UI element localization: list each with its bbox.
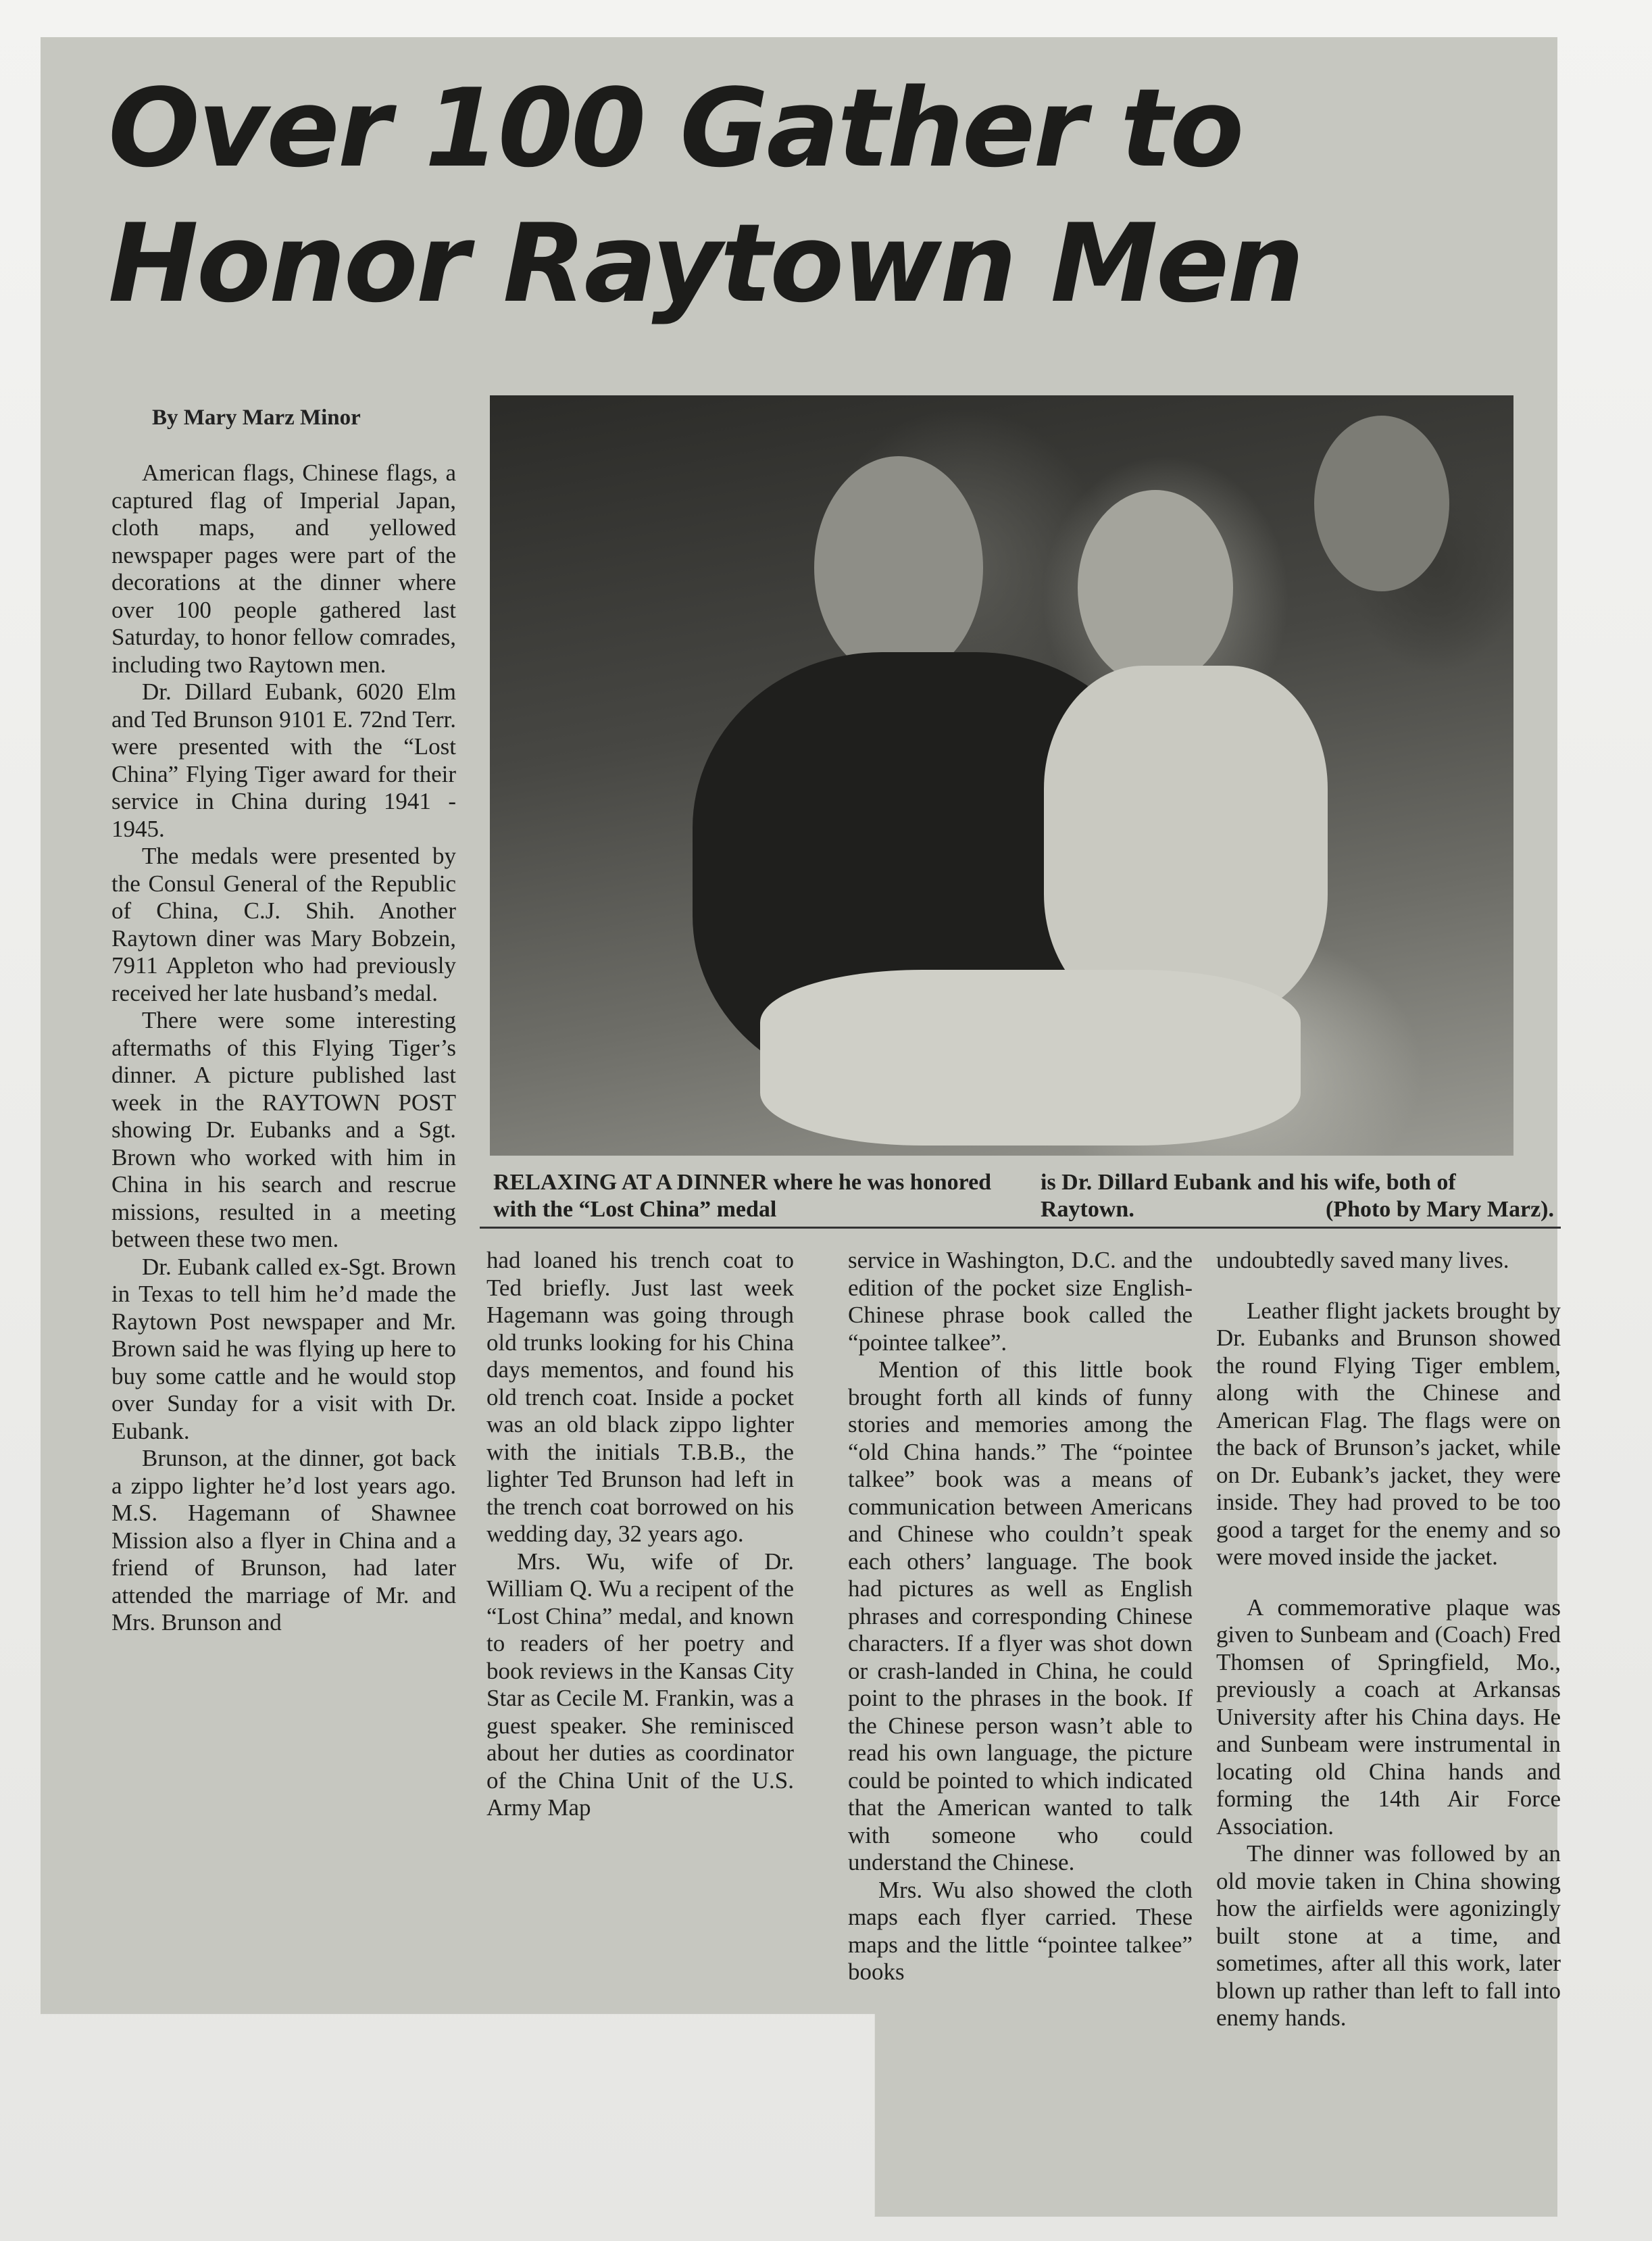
photo-woman-head (1078, 490, 1233, 686)
photo-man-right-head (1314, 416, 1449, 591)
paragraph: Mention of this little book brought forth all kinds of funny stories and memories among the “old China hands.” The “pointee talkee” book was a means of communication between Americans and Chinese who couldn’t speak each others’ language. The book had pictures as well as English phrases and corresponding Chinese characters. If a flyer was shot down or crash-landed in China, he could point to the phrases in the book. If the Chinese person wasn’t able to read his own language, the picture could be pointed to which indicated that the American wanted to talk with someone who could understand the Chinese. (848, 1356, 1193, 1875)
dinner-photo (490, 395, 1513, 1156)
paragraph: Brunson, at the dinner, got back a zippo lighter he’d lost years ago. M.S. Hagemann of Shawnee Mission also a flyer in China and a friend of Brunson, had later attended the marriage of Mr. and Mrs. Brunson and (111, 1445, 456, 1635)
paragraph: Dr. Eubank called ex-Sgt. Brown in Texas to tell him he’d made the Raytown Post newspaper and Mr. Brown said he was flying up here to buy some cattle and he would stop over Sunday for a visit with Dr. Eubank. (111, 1253, 456, 1444)
paragraph: undoubtedly saved many lives. (1216, 1247, 1509, 1273)
photo-man-head (814, 456, 983, 679)
headline-line-1: Over 100 Gather to (108, 65, 1243, 191)
headline-line-2: Honor Raytown Men (108, 200, 1303, 326)
caption-cont-text: is Dr. Dillard Eubank and his wife, both of Raytown. (1041, 1170, 1456, 1222)
paragraph: A commemorative plaque was given to Sunbeam and (Coach) Fred Thomsen of Springfield, Mo., previously a coach at Arkansas University after his China days. He and Sunbeam were instrumental in locating old China hands and forming the 14th Air Force Association. (1216, 1594, 1561, 1840)
paragraph: American flags, Chinese flags, a captured flag of Imperial Japan, cloth maps, and yellowed newspaper pages were part of the decorations at the dinner where over 100 people gathered last Saturday, to honor fellow comrades, including two Raytown men. (111, 460, 456, 678)
photo-woman-dress (1044, 666, 1328, 1017)
paragraph: Mrs. Wu also showed the cloth maps each flyer carried. These maps and the little “pointee talkee” books (848, 1876, 1193, 1985)
paragraph: Dr. Dillard Eubank, 6020 Elm and Ted Brunson 9101 E. 72nd Terr. were presented with the “Lost China” Flying Tiger award for their service in China during 1941 - 1945. (111, 679, 456, 842)
paragraph: Mrs. Wu, wife of Dr. William Q. Wu a recipent of the “Lost China” medal, and known to readers of her poetry and book reviews in the Kansas City Star as Cecile M. Frankin, was a guest speaker. She reminisced about her duties as coordinator of the China Unit of the U.S. Army Map (486, 1548, 794, 1821)
paragraph: had loaned his trench coat to Ted briefly. Just last week Hagemann was going through old trunks looking for his China days mementos, and found his old trench coat. Inside a pocket was an old black zippo lighter with the initials T.B.B., the lighter Ted Brunson had left in the trench coat borrowed on his wedding day, 32 years ago. (486, 1247, 794, 1547)
article-column-4 (1216, 1247, 1561, 2032)
headline (108, 61, 1459, 331)
photo-credit: (Photo by Mary Marz). (1325, 1197, 1554, 1222)
byline: By Mary Marz Minor (152, 405, 361, 430)
paragraph: The medals were presented by the Consul General of the Republic of China, C.J. Shih. Another Raytown diner was Mary Bobzein, 7911 Appleton who had previously received her late husband’s medal. (111, 843, 456, 1006)
caption-lead: RELAXING AT A DINNER where he was honored with the “Lost China” medal (493, 1170, 992, 1222)
divider-rule (480, 1227, 1561, 1229)
article-column-2 (486, 1247, 794, 1822)
paragraph: Leather flight jackets brought by Dr. Eubanks and Brunson showed the round Flying Tiger emblem, along with the Chinese and American Flag. The flags were on the back of Brunson’s jacket, while on Dr. Eubank’s jacket, they were inside. They had proved to be too good a target for the enemy and so were moved inside the jacket. (1216, 1297, 1561, 1570)
article-column-1 (111, 460, 456, 1637)
article-column-3 (848, 1247, 1193, 1986)
paragraph: The dinner was followed by an old movie taken in China showing how the airfields were agonizingly built stone at a time, and sometimes, after all this work, later blown up rather than left to fall into enemy hands. (1216, 1840, 1561, 2031)
paragraph: service in Washington, D.C. and the edition of the pocket size English-Chinese phrase book called the “pointee talkee”. (848, 1247, 1193, 1356)
caption-continued (1041, 1169, 1554, 1223)
photo-table (760, 970, 1301, 1146)
paragraph: There were some interesting aftermaths of this Flying Tiger’s dinner. A picture published last week in the RAYTOWN POST showing Dr. Eubanks and a Sgt. Brown who worked with him in China in his search and rescrue missions, resulted in a meeting between these two men. (111, 1007, 456, 1252)
